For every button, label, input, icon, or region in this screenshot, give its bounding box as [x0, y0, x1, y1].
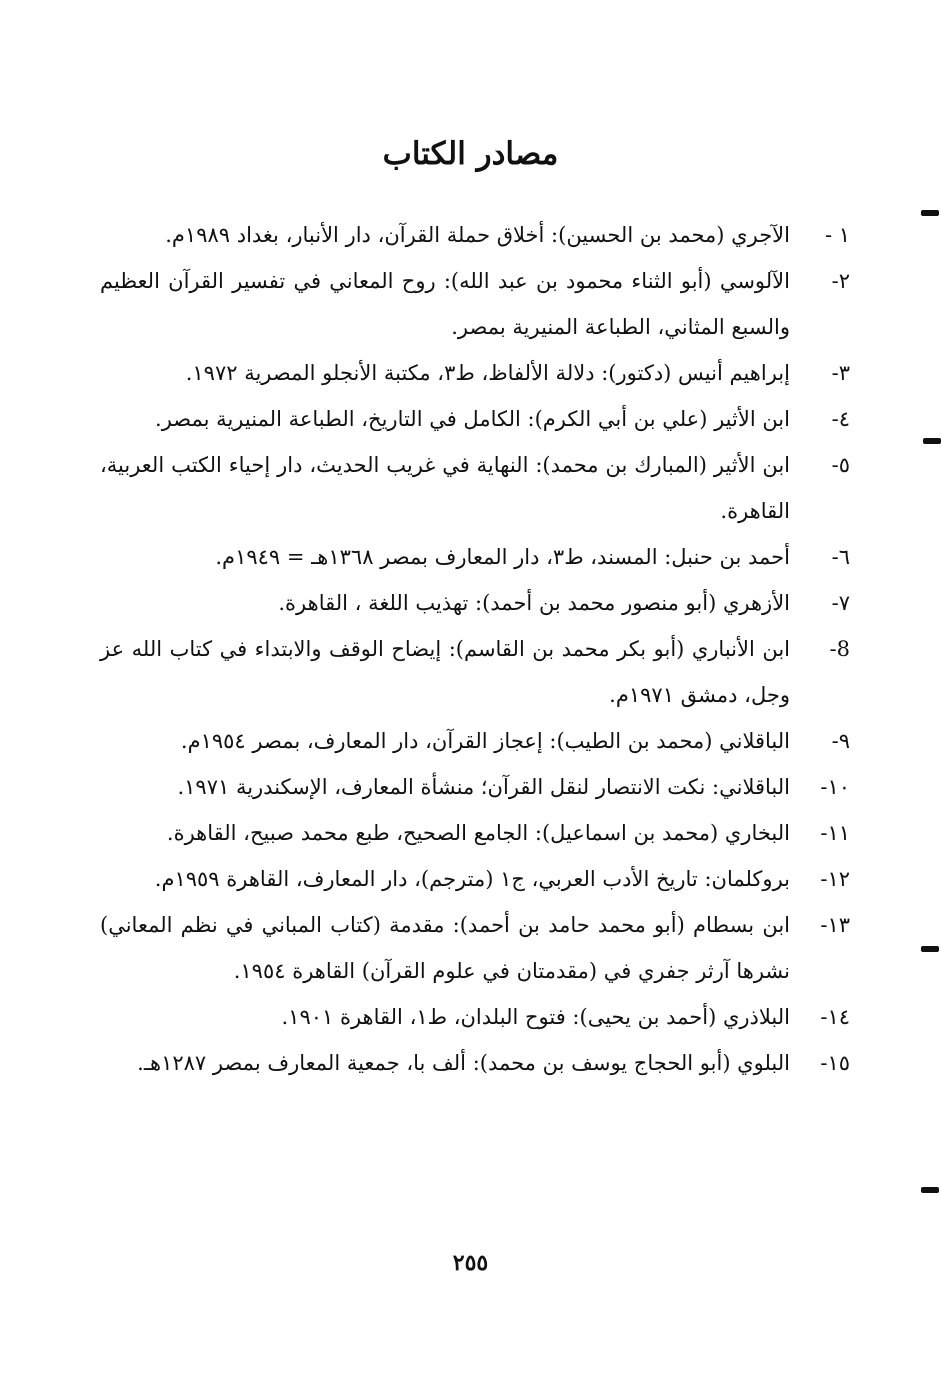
reference-text: البلاذري (أحمد بن يحيى): فتوح البلدان، ط١، القاهرة ١٩٠١.	[281, 1005, 790, 1029]
reference-text: ابن بسطام (أبو محمد حامد بن أحمد): مقدمة (كتاب المباني في نظم المعاني) نشرها آرثر جفري في (مقدمتان في علوم القرآن) القاهرة ١٩٥٤.	[100, 913, 790, 983]
reference-number: 8-	[829, 637, 850, 661]
references-list	[100, 212, 850, 1086]
reference-item	[100, 718, 850, 764]
reference-number: ١ -	[824, 223, 850, 247]
reference-text: إبراهيم أنيس (دكتور): دلالة الألفاظ، ط٣، مكتبة الأنجلو المصرية ١٩٧٢.	[185, 361, 790, 385]
reference-number: ٧-	[831, 591, 850, 615]
reference-item	[100, 442, 850, 534]
reference-item	[100, 856, 850, 902]
reference-number: ٦-	[831, 545, 850, 569]
reference-item	[100, 212, 850, 258]
scan-edge-mark	[921, 1187, 939, 1193]
reference-number: ١٣-	[820, 913, 850, 937]
reference-item	[100, 580, 850, 626]
reference-text: الآجري (محمد بن الحسين): أخلاق حملة القرآن، دار الأنبار، بغداد ١٩٨٩م.	[165, 223, 790, 247]
reference-item	[100, 1040, 850, 1086]
reference-item	[100, 626, 850, 718]
reference-number: ١٠-	[820, 775, 850, 799]
reference-number: ٣-	[831, 361, 850, 385]
scan-edge-mark	[923, 438, 941, 444]
reference-text: الأزهري (أبو منصور محمد بن أحمد): تهذيب اللغة ، القاهرة.	[278, 591, 790, 615]
reference-number: ٥-	[831, 453, 850, 477]
reference-text: ابن الأنباري (أبو بكر محمد بن القاسم): إيضاح الوقف والابتداء في كتاب الله عز وجل، دمشق ١٩٧١م.	[100, 637, 790, 707]
page-number: ٢٥٥	[452, 1250, 489, 1276]
reference-item	[100, 810, 850, 856]
scan-edge-mark	[921, 210, 939, 216]
reference-item	[100, 350, 850, 396]
reference-item	[100, 764, 850, 810]
reference-item	[100, 994, 850, 1040]
page-title: مصادر الكتاب	[382, 136, 559, 172]
reference-number: ١٥-	[820, 1051, 850, 1075]
reference-text: الباقلاني (محمد بن الطيب): إعجاز القرآن، دار المعارف، بمصر ١٩٥٤م.	[180, 729, 790, 753]
reference-text: الباقلاني: نكت الانتصار لنقل القرآن؛ منشأة المعارف، الإسكندرية ١٩٧١.	[177, 775, 790, 799]
reference-text: ابن الأثير (علي بن أبي الكرم): الكامل في التاريخ، الطباعة المنيرية بمصر.	[155, 407, 790, 431]
reference-number: ٤-	[831, 407, 850, 431]
reference-text: البلوي (أبو الحجاج يوسف بن محمد): ألف با، جمعية المعارف بمصر ١٢٨٧هـ.	[137, 1051, 790, 1075]
reference-number: ٢-	[831, 269, 850, 293]
reference-text: الآلوسي (أبو الثناء محمود بن عبد الله): روح المعاني في تفسير القرآن العظيم والسبع المثاني، الطباعة المنيرية بمصر.	[100, 269, 790, 339]
reference-number: ١٢-	[820, 867, 850, 891]
reference-text: ابن الأثير (المبارك بن محمد): النهاية في غريب الحديث، دار إحياء الكتب العربية، القاهرة.	[100, 453, 790, 523]
reference-item	[100, 396, 850, 442]
reference-text: البخاري (محمد بن اسماعيل): الجامع الصحيح، طبع محمد صبيح، القاهرة.	[166, 821, 790, 845]
reference-text: أحمد بن حنبل: المسند، ط٣، دار المعارف بمصر ١٣٦٨هـ = ١٩٤٩م.	[215, 545, 790, 569]
reference-text: بروكلمان: تاريخ الأدب العربي، ج١ (مترجم)، دار المعارف، القاهرة ١٩٥٩م.	[154, 867, 790, 891]
scan-edge-mark	[921, 946, 939, 952]
reference-number: ١٤-	[820, 1005, 850, 1029]
reference-item	[100, 902, 850, 994]
reference-item	[100, 258, 850, 350]
reference-item	[100, 534, 850, 580]
reference-number: ١١-	[820, 821, 850, 845]
reference-number: ٩-	[831, 729, 850, 753]
